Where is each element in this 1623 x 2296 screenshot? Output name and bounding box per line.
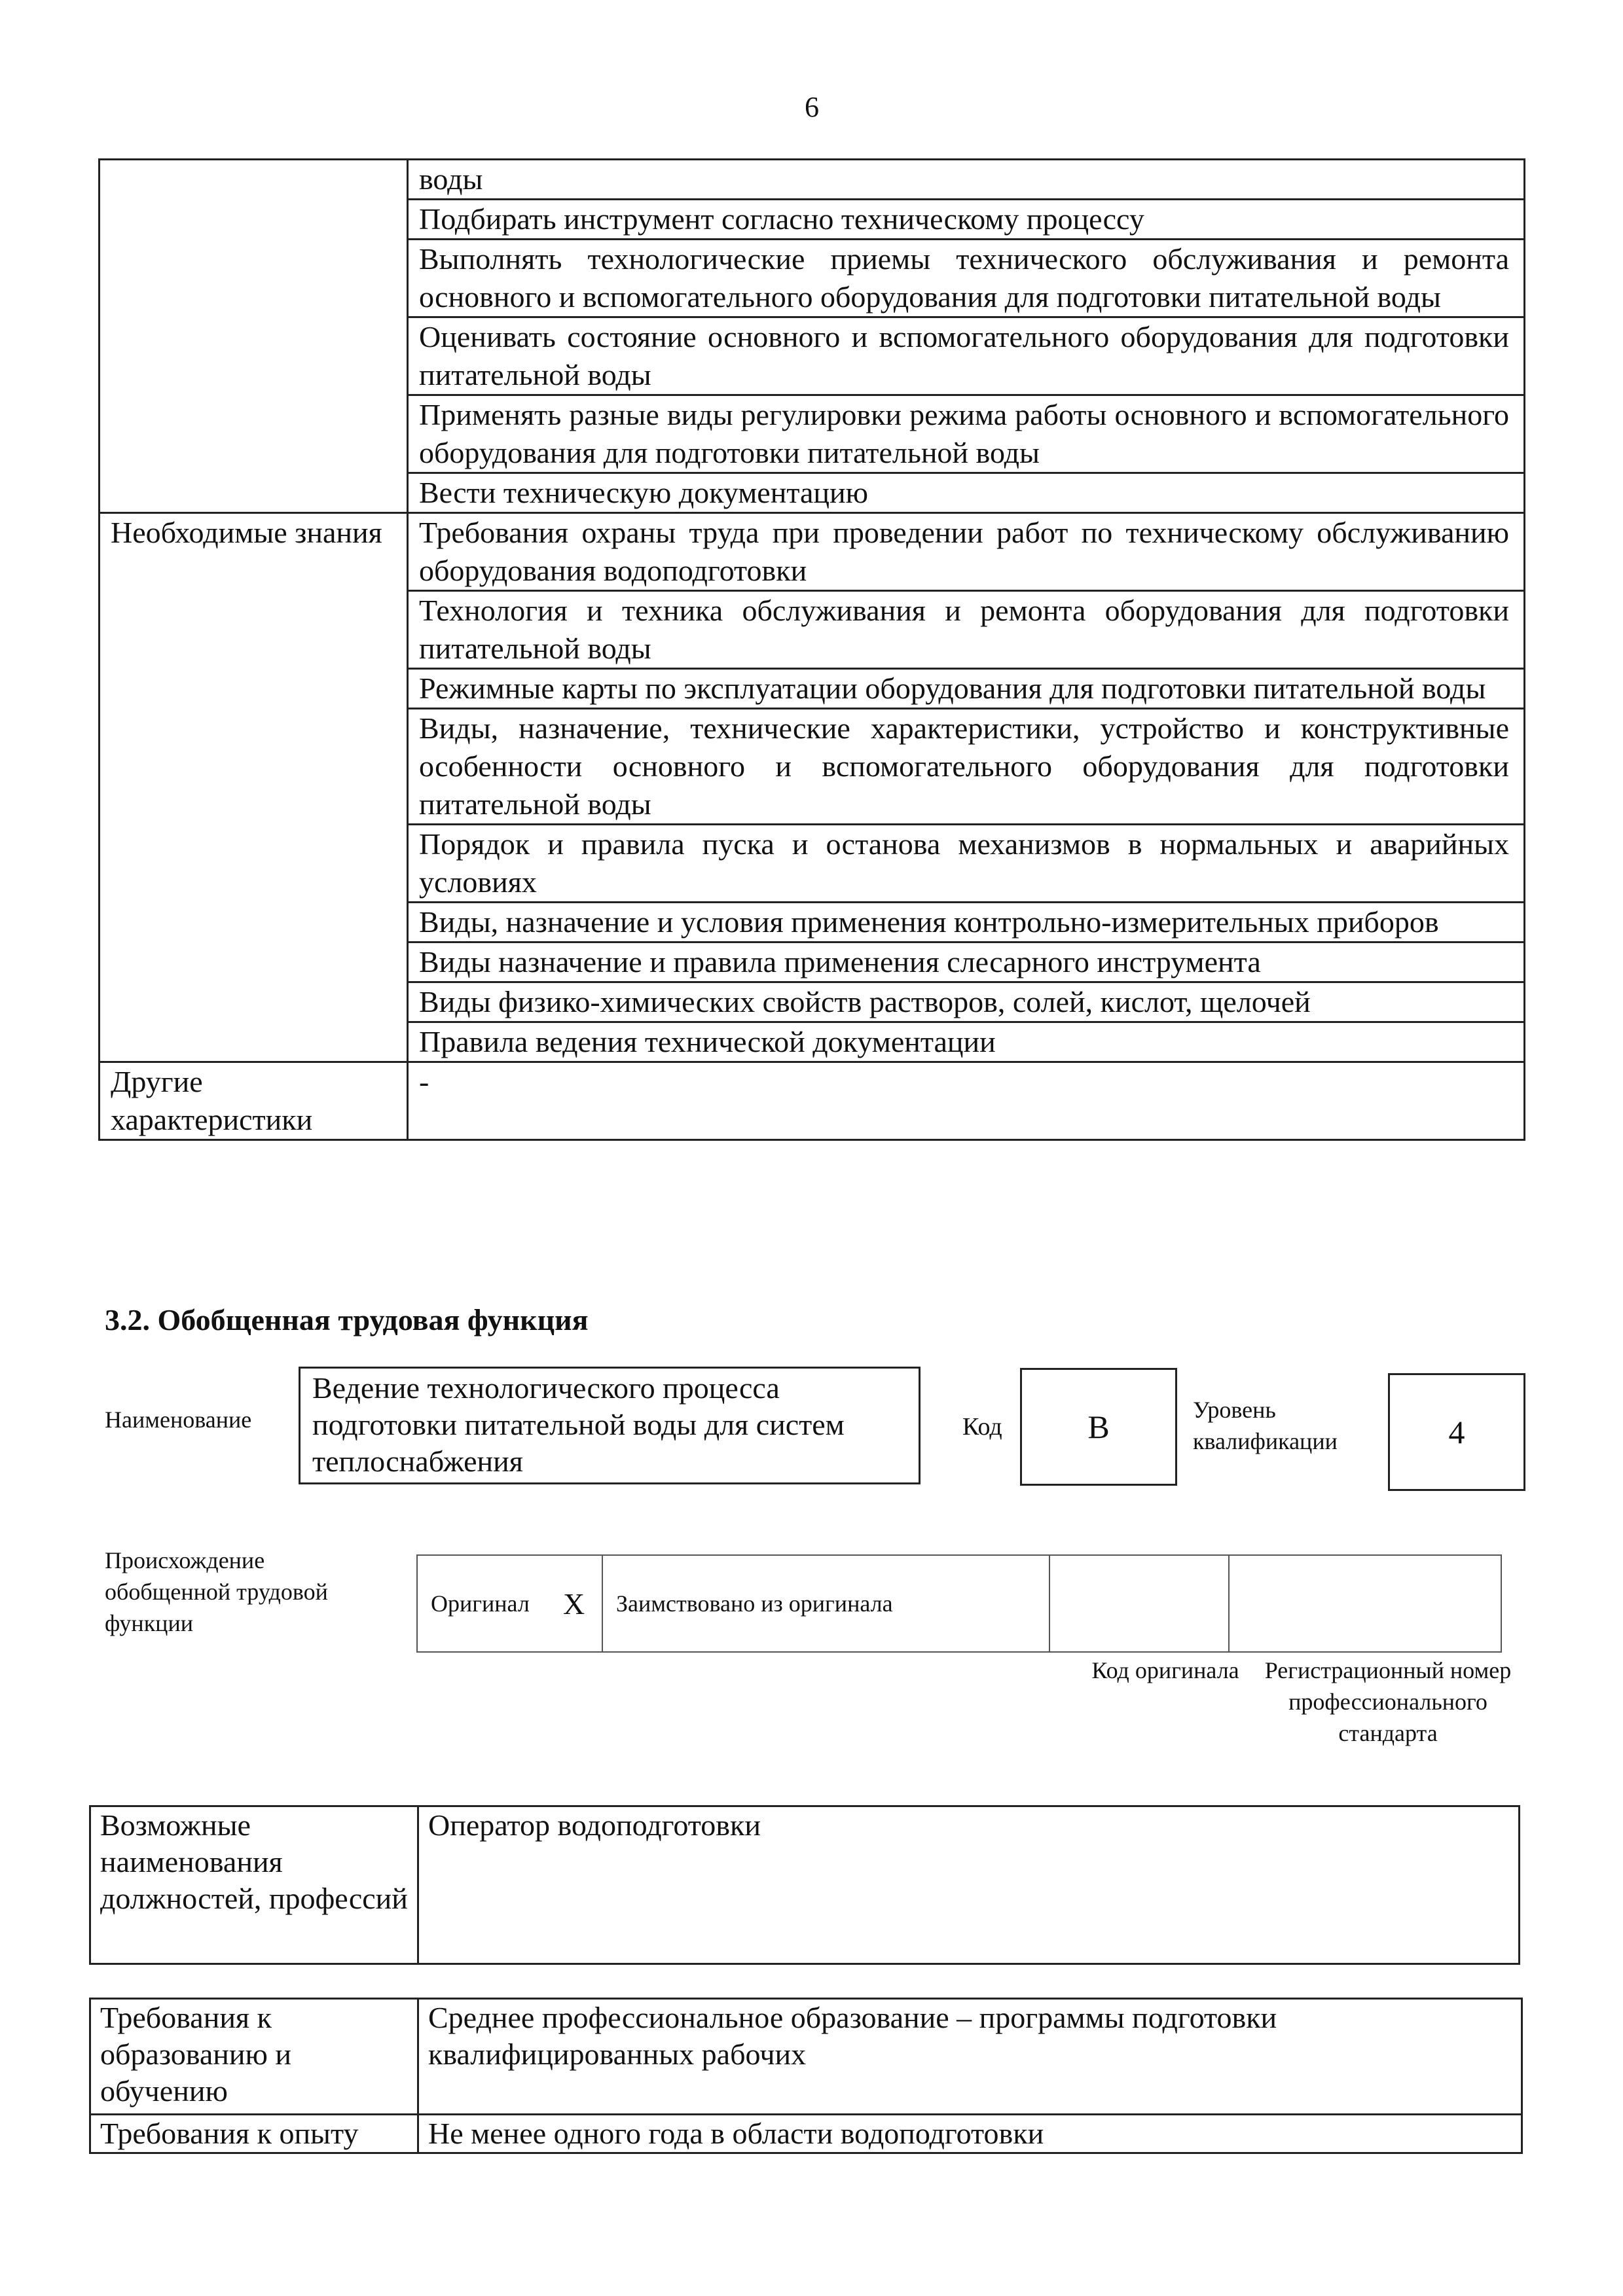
table-row: [100, 473, 1525, 513]
name-label: Наименование: [105, 1407, 252, 1433]
other-characteristics-label: Другие характеристики: [100, 1062, 408, 1140]
table-row: [100, 317, 1525, 395]
table-row: [100, 825, 1525, 903]
table-row: [100, 591, 1525, 669]
table-row: [100, 709, 1525, 825]
original-code-cell: [1049, 1555, 1229, 1652]
other-characteristics-value: -: [408, 1062, 1525, 1140]
experience-label: Требования к опыту: [90, 2115, 418, 2153]
section-title: 3.2. Обобщенная трудовая функция: [105, 1303, 589, 1336]
page-number: 6: [805, 91, 819, 123]
knowledge-item: Технология и техника обслуживания и ремонта оборудования для подготовки питательной воды: [408, 591, 1525, 669]
table-row: [100, 942, 1525, 982]
table-row: [100, 669, 1525, 709]
original-mark: X: [562, 1555, 602, 1652]
knowledge-item: Режимные карты по эксплуатации оборудования для подготовки питательной воды: [408, 669, 1525, 709]
table-row: [100, 240, 1525, 317]
knowledge-item: Виды, назначение и условия применения контрольно-измерительных приборов: [408, 903, 1525, 942]
knowledge-item: Требования охраны труда при проведении работ по техническому обслуживанию оборудования водоподготовки: [408, 513, 1525, 591]
qualification-level-box: 4: [1388, 1373, 1525, 1491]
table-row: [417, 1555, 1501, 1652]
education-value: Среднее профессиональное образование – программы подготовки квалифицированных рабочих: [418, 1999, 1522, 2115]
registration-number-cell: [1229, 1555, 1501, 1652]
code-label: Код: [962, 1413, 1002, 1441]
original-code-caption: Код оригинала: [1091, 1657, 1239, 1683]
knowledge-item: Правила ведения технической документации: [408, 1022, 1525, 1062]
skill-item: воды: [408, 160, 1525, 200]
table-row: [100, 200, 1525, 240]
origin-table: [416, 1554, 1502, 1653]
table-row: [90, 1999, 1522, 2115]
table-row: [90, 2115, 1522, 2153]
table-row: [100, 982, 1525, 1022]
code-box: B: [1020, 1368, 1177, 1486]
positions-table: [89, 1805, 1520, 1965]
education-label: Требования к образованию и обучению: [90, 1999, 418, 2115]
skill-item: Вести техническую документацию: [408, 473, 1525, 513]
skill-item: Подбирать инструмент согласно техническому процессу: [408, 200, 1525, 240]
knowledge-label: Необходимые знания: [100, 513, 408, 591]
function-name-box: Ведение технологического процесса подготовки питательной воды для систем теплоснабжения: [299, 1367, 921, 1484]
knowledge-item: Порядок и правила пуска и останова механизмов в нормальных и аварийных условиях: [408, 825, 1525, 903]
registration-number-caption: Регистрационный номер профессионального стандарта: [1264, 1657, 1512, 1746]
knowledge-item: Виды, назначение, технические характеристики, устройство и конструктивные особенности основного и вспомогательного оборудования для подготовки питательной воды: [408, 709, 1525, 825]
table-row: [90, 1806, 1520, 1964]
knowledge-item: Виды назначение и правила применения слесарного инструмента: [408, 942, 1525, 982]
table-row: [100, 395, 1525, 473]
table-row: [100, 513, 1525, 591]
table-row: [100, 1062, 1525, 1140]
positions-value: Оператор водоподготовки: [418, 1806, 1520, 1964]
experience-value: Не менее одного года в области водоподготовки: [418, 2115, 1522, 2153]
skill-item: Применять разные виды регулировки режима работы основного и вспомогательного оборудования для подготовки питательной воды: [408, 395, 1525, 473]
borrowed-label: Заимствовано из оригинала: [602, 1555, 1049, 1652]
skills-knowledge-table: [98, 158, 1525, 1141]
skills-label-cell: [100, 160, 408, 200]
table-row: [100, 160, 1525, 200]
knowledge-item: Виды физико-химических свойств растворов, солей, кислот, щелочей: [408, 982, 1525, 1022]
skill-item: Оценивать состояние основного и вспомогательного оборудования для подготовки питательной воды: [408, 317, 1525, 395]
origin-label: Происхождение обобщенной трудовой функции: [105, 1547, 328, 1636]
requirements-table: [89, 1998, 1523, 2154]
original-label: Оригинал: [417, 1555, 562, 1652]
qualification-level-label: Уровень квалификации: [1193, 1397, 1338, 1454]
table-row: [100, 1022, 1525, 1062]
positions-label: Возможные наименования должностей, профессий: [90, 1806, 418, 1964]
table-row: [100, 903, 1525, 942]
skill-item: Выполнять технологические приемы технического обслуживания и ремонта основного и вспомогательного оборудования для подготовки питательной воды: [408, 240, 1525, 317]
